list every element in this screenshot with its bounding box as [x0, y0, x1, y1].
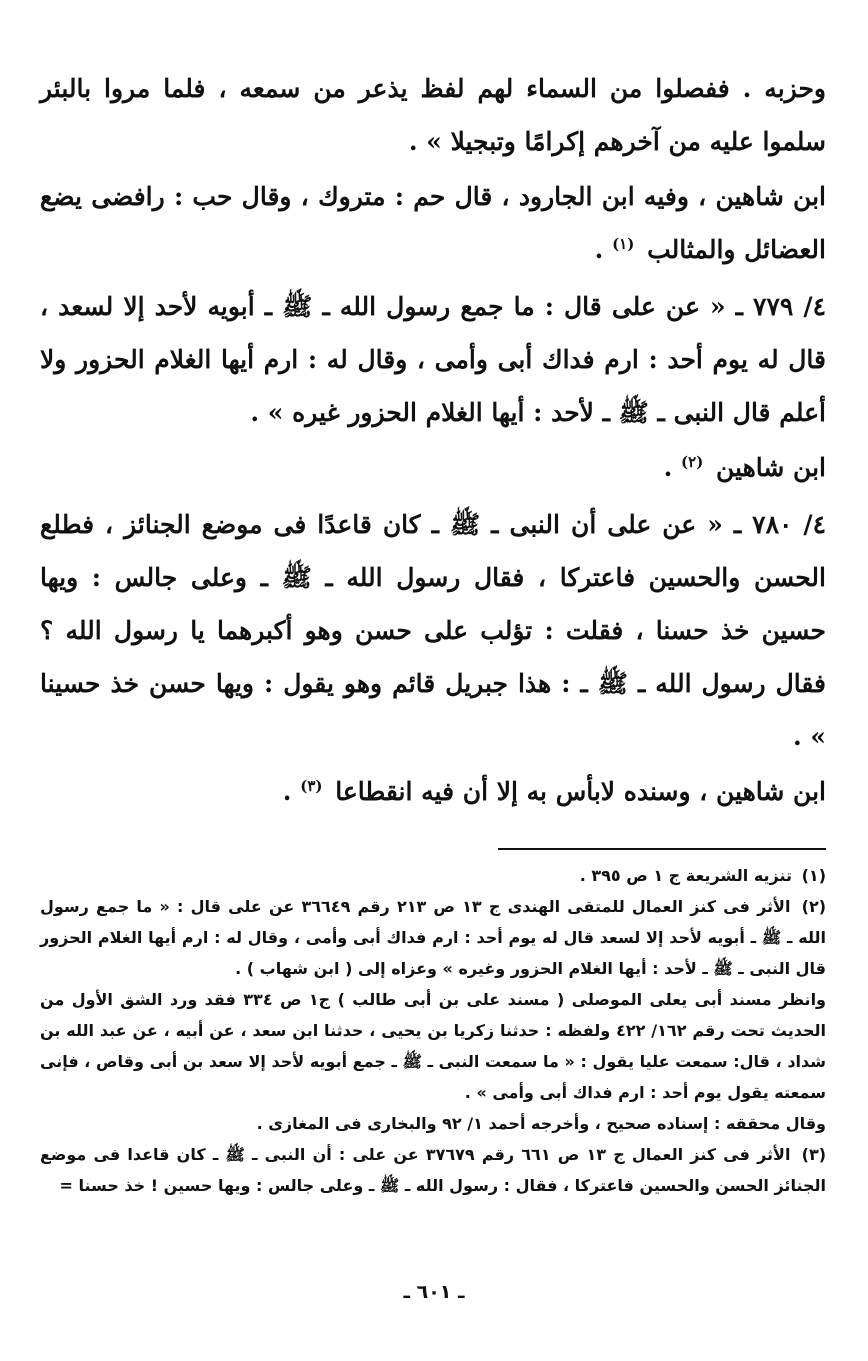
- footnote-text: تنزيه الشريعة ج ١ ص ٣٩٥ .: [579, 866, 793, 885]
- footnotes: [40, 860, 826, 1201]
- hadith-780: ٤/ ٧٨٠ ـ « عن على أن النبى ـ ﷺ ـ كان قاعدًا فى موضع الجنائز ، فطلع الحسن والحسين فاعتركا ، فقال رسول الله ـ ﷺ ـ وعلى جالس : ويها حسين خذ حسنا ، فقلت : تؤلب على حسن وهو أكبرهما يا رسول الله ؟ فقال رسول الله ـ ﷺ ـ : هذا جبريل قائم وهو يقول : ويها حسن خذ حسينا » .: [40, 510, 826, 751]
- footnote-3: [40, 1139, 826, 1201]
- main-text: [40, 62, 826, 818]
- footnote-ref-1[interactable]: (١): [612, 234, 635, 253]
- source-note-1: [40, 170, 826, 276]
- hadith-779: ٤/ ٧٧٩ ـ « عن على قال : ما جمع رسول الله ـ ﷺ ـ أبويه لأحد إلا لسعد ، قال له يوم أحد : ارم فداك أبى وأمى ، وقال له : ارم أيها الغلام الحزور ولا أعلم قال النبى ـ ﷺ ـ لأحد : أيها الغلام الحزور غيره » .: [40, 292, 826, 427]
- page-number: ـ ٦٠١ ـ: [403, 1281, 465, 1303]
- footnote-ref-2[interactable]: (٢): [681, 452, 704, 471]
- footnote-2: [40, 891, 826, 984]
- footnote-number: (٣): [801, 1145, 827, 1164]
- footnote-1: [40, 860, 826, 891]
- footnote-text: الأثر فى كنز العمال ج ١٣ ص ٦٦١ رقم ٣٧٦٧٩ عن على : أن النبى ـ ﷺ ـ كان قاعدا فى موضع الجنائز الحسن والحسين فاعتركا ، فقال : رسول الله ـ ﷺ ـ وعلى جالس : ويها حسين ! خذ حسنا =: [40, 1145, 826, 1195]
- footnote-number: (٢): [801, 897, 827, 916]
- footnote-number: (١): [801, 866, 826, 885]
- footnote-divider: [498, 848, 826, 850]
- source-note-2: [40, 441, 826, 494]
- source-end: .: [594, 235, 604, 264]
- source-text: ابن شاهين ، وفيه ابن الجارود ، قال حم : متروك ، وقال حب : رافضى يضع العضائل والمثالب: [40, 182, 826, 264]
- source-end: .: [663, 453, 673, 482]
- footnote-ref-3[interactable]: (٣): [300, 776, 323, 795]
- footnote-2-continued: وانظر مسند أبى يعلى الموصلى ( مسند على بن أبى طالب ) ج١ ص ٣٣٤ فقد ورد الشق الأول من الحديث تحت رقم ١٦٢/ ٤٢٢ ولفظه : حدثنا زكريا بن يحيى ، حدثنا ابن سعد ، عن أبيه ، عن عبد الله بن شداد ، قال: سمعت عليا يقول : « ما سمعت النبى ـ ﷺ ـ جمع أبويه لأحد إلا سعد بن أبى وقاص ، فإنى سمعته يقول يوم أحد : ارم فداك أبى وأمى » .: [40, 990, 827, 1102]
- source-text: ابن شاهين: [716, 453, 826, 482]
- footnote-text: الأثر فى كنز العمال للمتقى الهندى ج ١٣ ص ٢١٣ رقم ٣٦٦٤٩ عن على قال : « ما جمع رسول الله ـ ﷺ ـ أبويه لأحد إلا لسعد قال له يوم أحد : ارم فداك أبى وأمى ، وقال له : ارم أيها الغلام الحزور قال النبى ـ ﷺ ـ لأحد : أيها الغلام الحزور وغيره » وعزاه إلى ( ابن شهاب ) .: [40, 897, 826, 978]
- footnote-2-investigator: وقال محققه : إسناده صحيح ، وأخرجه أحمد ١/ ٩٢ والبخارى فى المغازى .: [256, 1114, 826, 1133]
- source-text: ابن شاهين ، وسنده لابأس به إلا أن فيه انقطاعا: [335, 777, 826, 806]
- source-end: .: [282, 777, 292, 806]
- source-note-3: [40, 765, 826, 818]
- hadith-continuation: وحزبه . ففصلوا من السماء لهم لفظ يذعر من سمعه ، فلما مروا بالبئر سلموا عليه من آخرهم إكرامًا وتبجيلا » .: [40, 74, 826, 156]
